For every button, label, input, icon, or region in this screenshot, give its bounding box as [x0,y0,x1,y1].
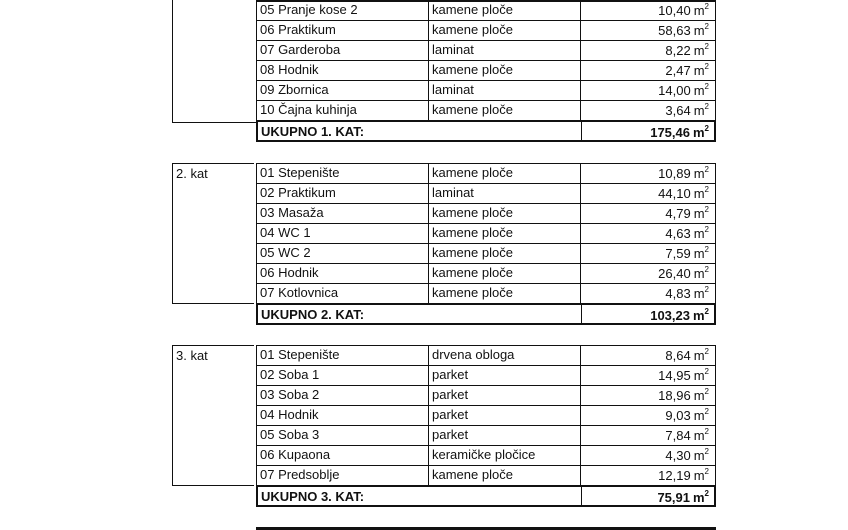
floor-material: kamene ploče [429,1,581,20]
area-value: 4,30 $m^2$ [665,447,709,463]
floor1-left-border [172,0,173,123]
room-name: 03 Soba 2 [257,386,429,405]
room-name: 08 Hodnik [257,61,429,80]
room-name: 09 Zbornica [257,81,429,100]
room-name: 05 Soba 3 [257,426,429,445]
area-value: 18,96 $m^2$ [658,387,709,403]
area-value: 14,95 $m^2$ [658,367,709,383]
table-row [256,263,716,283]
floor-label: 3. kat [172,345,254,486]
floor-material: parket [429,386,581,405]
total-label: UKUPNO 1. KAT: [258,122,582,140]
area-value: 26,40 $m^2$ [658,265,709,281]
floor1-total-row [256,120,716,142]
room-name: 01 Stepenište [257,164,429,183]
floor-material: kamene ploče [429,466,581,485]
area-value: 3,64 $m^2$ [665,102,709,118]
room-name: 01 Stepenište [257,346,429,365]
area-value: 12,19 $m^2$ [658,467,709,483]
area-value: 8,22 $m^2$ [665,42,709,58]
table-row [256,223,716,243]
room-name: 04 WC 1 [257,224,429,243]
table-row [256,60,716,80]
floor2-total-row [256,303,716,325]
room-name: 05 Pranje kose 2 [257,1,429,20]
floor-material: kamene ploče [429,284,581,303]
floor3-total-row [256,485,716,507]
room-name: 02 Praktikum [257,184,429,203]
floor-material: kamene ploče [429,101,581,120]
total-label: UKUPNO 2. KAT: [258,305,582,323]
floor-material: kamene ploče [429,164,581,183]
room-name: 03 Masaža [257,204,429,223]
floor-material: kamene ploče [429,204,581,223]
floor-material: parket [429,426,581,445]
floor-material: kamene ploče [429,244,581,263]
area-value: 14,00 $m^2$ [658,82,709,98]
table-row [256,445,716,465]
floor-material: keramičke pločice [429,446,581,465]
area-value: 4,83 $m^2$ [665,285,709,301]
table-row [256,283,716,303]
floor1-rows [256,0,716,142]
floor-material: kamene ploče [429,61,581,80]
table-row [256,365,716,385]
room-name: 04 Hodnik [257,406,429,425]
table-row [256,425,716,445]
room-name: 06 Kupaona [257,446,429,465]
floor-material: kamene ploče [429,264,581,283]
table-row [256,203,716,223]
floor-material: drvena obloga [429,346,581,365]
table-row [256,345,716,365]
area-value: 9,03 $m^2$ [665,407,709,423]
floor-label: 2. kat [172,163,254,304]
floor-material: parket [429,366,581,385]
floor-material: laminat [429,41,581,60]
floor-material: kamene ploče [429,224,581,243]
area-value: 44,10 $m^2$ [658,185,709,201]
room-name: 06 Praktikum [257,21,429,40]
area-value: 10,40 $m^2$ [658,2,709,18]
table-row [256,405,716,425]
area-value: 4,63 $m^2$ [665,225,709,241]
table-row [256,385,716,405]
room-name: 07 Garderoba [257,41,429,60]
table-row [256,163,716,183]
area-value: 2,47 $m^2$ [665,62,709,78]
table-row [256,243,716,263]
room-name: 05 WC 2 [257,244,429,263]
floor-material: kamene ploče [429,21,581,40]
table-row [256,80,716,100]
table-row [256,40,716,60]
room-name: 06 Hodnik [257,264,429,283]
total-value: 103,23 $m^2$ [650,307,709,323]
floor3-rows [256,345,716,507]
table-row [256,20,716,40]
table-row [256,0,716,20]
area-value: 7,84 $m^2$ [665,427,709,443]
floor-material: laminat [429,184,581,203]
table-row [256,183,716,203]
total-value: 75,91 $m^2$ [657,489,709,505]
table-row [256,100,716,120]
floor-material: parket [429,406,581,425]
room-name: 07 Predsoblje [257,466,429,485]
area-value: 7,59 $m^2$ [665,245,709,261]
floor1-bottom-rule [172,122,256,123]
area-value: 10,89 $m^2$ [658,165,709,181]
room-name: 10 Čajna kuhinja [257,101,429,120]
area-value: 4,79 $m^2$ [665,205,709,221]
area-value: 58,63 $m^2$ [658,22,709,38]
table-row [256,465,716,485]
total-label: UKUPNO 3. KAT: [258,487,582,505]
floor2-rows [256,163,716,325]
total-value: 175,46 $m^2$ [650,124,709,140]
room-name: 02 Soba 1 [257,366,429,385]
room-name: 07 Kotlovnica [257,284,429,303]
area-value: 8,64 $m^2$ [665,347,709,363]
floor-material: laminat [429,81,581,100]
